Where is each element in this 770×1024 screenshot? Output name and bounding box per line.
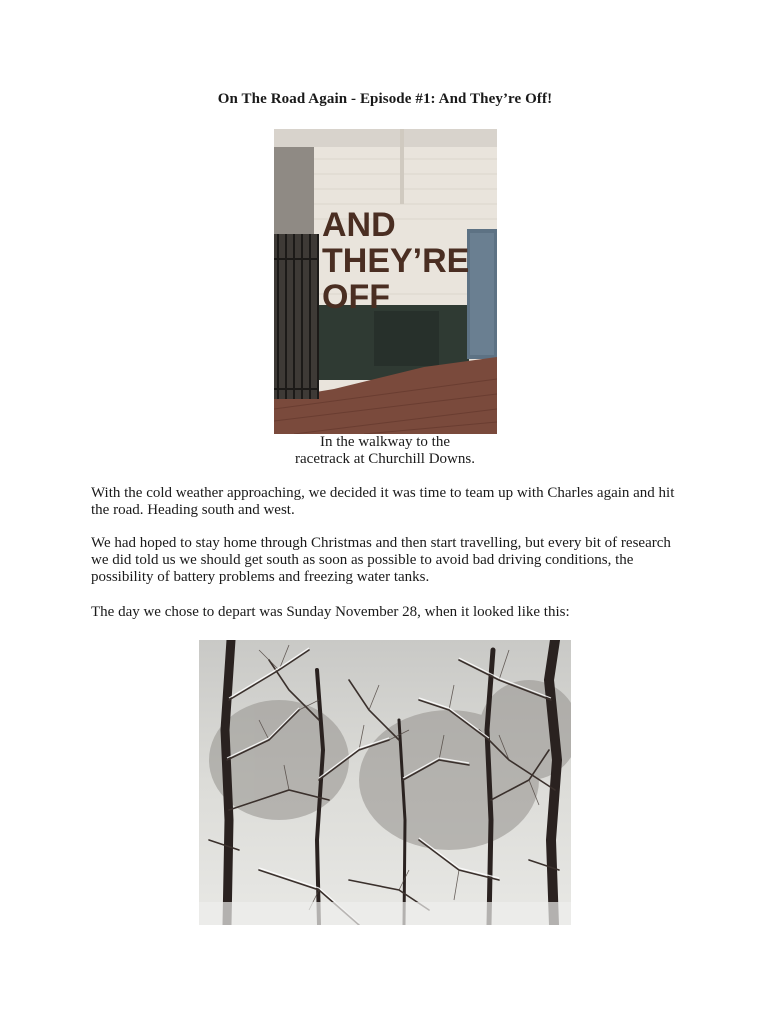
paragraph-2: We had hoped to stay home through Christmas and then start travelling, but every bit of research we did told us we should get south as soon as possible to avoid bad driving conditions, the possibility of battery problems and freezing water tanks.: [91, 535, 671, 585]
sign-text-line3: OFF: [322, 278, 390, 316]
racetrack-walkway-photo: [274, 129, 497, 434]
paragraph-3: The day we chose to depart was Sunday November 28, when it looked like this:: [91, 604, 570, 620]
paragraph-1: With the cold weather approaching, we decided it was time to team up with Charles again and hit the road. Heading south and west.: [91, 485, 675, 518]
caption-line-2: racetrack at Churchill Downs.: [295, 451, 475, 467]
photo-caption: [0, 434, 770, 468]
page-title: On The Road Again - Episode #1: And They’re Off!: [217, 91, 553, 107]
sign-text-line2: THEY’RE: [322, 242, 470, 280]
snowy-trees-photo: [199, 640, 571, 925]
sign-text-line1: AND: [322, 206, 396, 244]
caption-line-1: In the walkway to the: [320, 434, 450, 450]
